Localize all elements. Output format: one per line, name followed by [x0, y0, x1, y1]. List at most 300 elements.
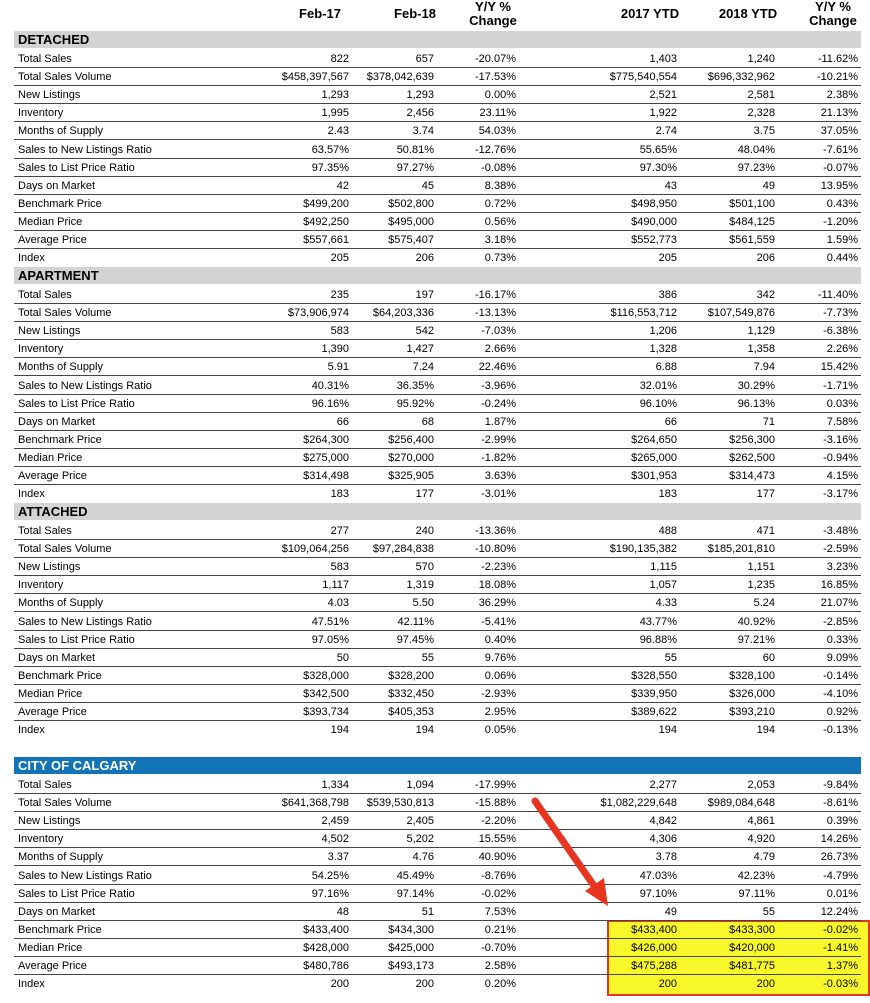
- feb-18-value: 1,094: [406, 779, 434, 791]
- feb-17-value: 42: [336, 179, 349, 192]
- ytd-change-value: -2.59%: [823, 543, 858, 556]
- feb-18-value: 1,319: [406, 579, 434, 592]
- ytd-2017-value: 96.10%: [639, 397, 677, 410]
- ytd-change-value: 14.26%: [820, 833, 858, 846]
- month-change-value: -13.36%: [475, 525, 516, 537]
- metric-label: Benchmark Price: [18, 433, 102, 446]
- metric-label: Median Price: [18, 687, 83, 700]
- ytd-2017-value: 47.03%: [639, 869, 677, 882]
- feb-18-value: 55: [421, 651, 434, 664]
- metric-label: Days on Market: [18, 179, 96, 192]
- ytd-change-value: -9.84%: [823, 779, 858, 791]
- feb-17-value: 4,502: [321, 833, 349, 846]
- ytd-2017-value: 55.65%: [639, 143, 677, 156]
- feb-18-value: 95.92%: [396, 397, 434, 410]
- feb-18-value: 177: [415, 488, 434, 501]
- col-yy-label: Y/Y %: [475, 0, 511, 14]
- feb-17-value: $73,906,974: [287, 307, 349, 320]
- metric-label: Average Price: [18, 234, 87, 246]
- month-change-value: -0.70%: [481, 941, 516, 954]
- ytd-2018-value: $185,201,810: [707, 543, 775, 556]
- month-change-value: 40.90%: [478, 851, 516, 864]
- month-change-value: -3.01%: [481, 488, 516, 501]
- ytd-2018-value: 2,581: [747, 89, 775, 102]
- feb-17-value: 50: [336, 651, 349, 664]
- feb-17-value: 2,459: [321, 815, 349, 828]
- ytd-change-value: 9.09%: [826, 651, 858, 664]
- feb-18-value: 42.11%: [397, 615, 434, 628]
- ytd-change-value: -7.61%: [823, 143, 858, 156]
- ytd-2017-value: $426,000: [631, 941, 677, 954]
- feb-17-value: $109,064,256: [281, 543, 349, 556]
- ytd-2018-value: 471: [756, 525, 775, 537]
- feb-17-value: 1,334: [321, 779, 349, 791]
- ytd-2018-value: 40.92%: [737, 615, 775, 628]
- ytd-2018-value: 177: [756, 488, 775, 501]
- month-change-value: -0.02%: [481, 887, 516, 900]
- ytd-change-value: 0.33%: [826, 633, 858, 646]
- ytd-2017-value: 488: [658, 525, 677, 537]
- ytd-change-value: -11.40%: [817, 289, 858, 301]
- month-change-value: 0.73%: [484, 252, 516, 265]
- feb-18-value: $328,200: [388, 669, 434, 682]
- ytd-2017-value: $116,553,712: [610, 307, 677, 320]
- section-header: ATTACHED: [14, 503, 861, 520]
- metric-label: Sales to List Price Ratio: [18, 887, 135, 900]
- ytd-2017-value: 4,306: [649, 833, 677, 846]
- metric-label: Index: [18, 488, 45, 501]
- metric-label: Sales to New Listings Ratio: [18, 379, 152, 392]
- ytd-change-value: -3.16%: [823, 433, 858, 446]
- ytd-change-value: -3.17%: [823, 488, 858, 501]
- metric-label: Months of Supply: [18, 125, 103, 138]
- ytd-2017-value: 1,328: [649, 343, 677, 356]
- ytd-2017-value: $490,000: [631, 215, 677, 228]
- ytd-change-value: 16.85%: [820, 579, 858, 592]
- metric-label: Average Price: [18, 706, 87, 718]
- ytd-2018-value: $107,549,876: [707, 307, 775, 320]
- feb-17-value: 583: [330, 561, 349, 574]
- col-change-label: Change: [469, 13, 517, 28]
- ytd-2018-value: 342: [756, 289, 775, 301]
- col-change-label-ytd: Change: [809, 13, 857, 28]
- feb-18-value: $64,203,336: [372, 307, 434, 320]
- ytd-2018-value: $326,000: [729, 687, 775, 700]
- feb-18-value: $97,284,838: [372, 543, 434, 556]
- ytd-change-value: 2.26%: [826, 343, 858, 356]
- feb-18-value: $425,000: [388, 941, 434, 954]
- feb-18-value: 240: [415, 525, 434, 537]
- month-change-value: -7.03%: [481, 325, 516, 338]
- feb-18-value: $325,905: [388, 470, 434, 482]
- feb-18-value: 97.14%: [396, 887, 434, 900]
- ytd-2017-value: 97.10%: [639, 887, 677, 900]
- metric-label: Index: [18, 724, 45, 737]
- metric-label: Inventory: [18, 343, 64, 356]
- feb-17-value: 3.37: [327, 851, 349, 864]
- ytd-change-value: -6.38%: [823, 325, 858, 338]
- ytd-2018-value: $433,300: [729, 923, 775, 936]
- ytd-change-value: 3.23%: [826, 561, 858, 574]
- ytd-change-value: 21.07%: [820, 597, 858, 610]
- month-change-value: 3.63%: [484, 470, 516, 482]
- ytd-2017-value: 97.30%: [639, 161, 677, 174]
- ytd-2018-value: $481,775: [729, 960, 775, 972]
- ytd-2017-value: 1,403: [649, 53, 677, 65]
- ytd-2018-value: 48.04%: [737, 143, 775, 156]
- ytd-change-value: -4.10%: [823, 687, 858, 700]
- feb-18-value: 5,202: [406, 833, 434, 846]
- metric-label: Inventory: [18, 579, 64, 592]
- feb-17-value: $328,000: [303, 669, 349, 682]
- metric-label: Total Sales: [18, 779, 72, 791]
- metric-label: Months of Supply: [18, 851, 103, 864]
- month-change-value: 3.18%: [484, 234, 516, 246]
- ytd-2017-value: 2.74: [655, 125, 677, 138]
- ytd-change-value: -0.13%: [823, 724, 858, 737]
- ytd-change-value: -3.48%: [823, 525, 858, 537]
- metric-label: Median Price: [18, 941, 83, 954]
- feb-17-value: 66: [336, 415, 349, 428]
- feb-17-value: 1,390: [321, 343, 349, 356]
- feb-17-value: 97.35%: [311, 161, 349, 174]
- ytd-2018-value: 194: [756, 724, 775, 737]
- ytd-2018-value: 200: [756, 978, 775, 991]
- feb-17-value: $480,786: [303, 960, 349, 972]
- ytd-2017-value: $264,650: [631, 433, 677, 446]
- feb-17-value: 96.16%: [311, 397, 349, 410]
- ytd-2018-value: 1,129: [747, 325, 775, 338]
- metric-label: Median Price: [18, 215, 83, 228]
- ytd-change-value: -10.21%: [817, 71, 858, 84]
- month-change-value: 2.66%: [484, 343, 516, 356]
- feb-17-value: 5.91: [327, 361, 349, 374]
- ytd-2018-value: 4.79: [753, 851, 775, 864]
- ytd-change-value: -1.41%: [823, 941, 858, 954]
- feb-17-value: $264,300: [303, 433, 349, 446]
- ytd-2018-value: 30.29%: [737, 379, 775, 392]
- ytd-change-value: -2.85%: [823, 615, 858, 628]
- ytd-change-value: 37.05%: [820, 125, 858, 138]
- month-change-value: 8.38%: [484, 179, 516, 192]
- feb-17-value: 97.16%: [311, 887, 349, 900]
- metric-label: Average Price: [18, 960, 87, 972]
- feb-18-value: $434,300: [388, 923, 434, 936]
- feb-18-value: 1,427: [406, 343, 434, 356]
- feb-18-value: 1,293: [406, 89, 434, 102]
- feb-18-value: $332,450: [388, 687, 434, 700]
- month-change-value: 23.11%: [479, 107, 516, 120]
- ytd-change-value: 0.39%: [826, 815, 858, 828]
- metric-label: New Listings: [18, 815, 81, 828]
- ytd-2017-value: $301,953: [631, 470, 677, 482]
- feb-18-value: 206: [415, 252, 434, 265]
- feb-18-value: 3.74: [412, 125, 434, 138]
- ytd-2018-value: 55: [762, 905, 775, 918]
- col-yy-label-ytd: Y/Y %: [815, 0, 851, 14]
- ytd-2018-value: $989,084,648: [707, 797, 775, 810]
- feb-17-value: $314,498: [303, 470, 349, 482]
- ytd-2018-value: 4,861: [747, 815, 775, 828]
- ytd-2017-value: 1,115: [650, 561, 677, 574]
- ytd-2017-value: 1,057: [649, 579, 677, 592]
- feb-18-value: 657: [415, 53, 434, 65]
- metric-label: Sales to New Listings Ratio: [18, 615, 152, 628]
- feb-18-value: 36.35%: [396, 379, 434, 392]
- ytd-2017-value: $775,540,554: [609, 71, 677, 84]
- ytd-2017-value: $389,622: [631, 706, 677, 718]
- feb-18-value: $493,173: [388, 960, 434, 972]
- ytd-2017-value: $1,082,229,648: [600, 797, 677, 810]
- month-change-value: 9.76%: [484, 651, 516, 664]
- feb-17-value: $492,250: [303, 215, 349, 228]
- ytd-2018-value: 7.94: [753, 361, 775, 374]
- ytd-change-value: 2.38%: [826, 89, 858, 102]
- ytd-2017-value: 96.88%: [639, 633, 677, 646]
- metric-label: Total Sales: [18, 525, 72, 537]
- feb-17-value: 63.57%: [311, 143, 349, 156]
- ytd-change-value: 0.92%: [826, 706, 858, 718]
- feb-18-value: 45: [421, 179, 434, 192]
- month-change-value: 0.20%: [484, 978, 516, 991]
- ytd-2017-value: $265,000: [631, 451, 677, 464]
- month-change-value: -2.93%: [481, 687, 516, 700]
- ytd-2018-value: 2,053: [747, 779, 775, 791]
- ytd-2017-value: $552,773: [631, 234, 677, 246]
- ytd-2017-value: 6.88: [655, 361, 677, 374]
- col-2018-ytd: 2018 YTD: [718, 6, 778, 21]
- ytd-2017-value: 2,277: [649, 779, 677, 791]
- metric-label: Months of Supply: [18, 361, 103, 374]
- month-change-value: 0.00%: [484, 89, 516, 102]
- ytd-2018-value: 1,151: [747, 561, 775, 574]
- metric-label: Months of Supply: [18, 597, 103, 610]
- feb-18-value: 97.45%: [396, 633, 434, 646]
- month-change-value: 54.03%: [478, 125, 516, 138]
- ytd-2018-value: 71: [762, 415, 775, 428]
- metric-label: Total Sales Volume: [18, 543, 112, 556]
- feb-17-value: $641,368,798: [281, 797, 349, 810]
- feb-18-value: $539,530,813: [366, 797, 434, 810]
- metric-label: Days on Market: [18, 415, 96, 428]
- ytd-change-value: -7.73%: [823, 307, 858, 320]
- month-change-value: -3.96%: [481, 379, 516, 392]
- feb-18-value: $405,353: [388, 706, 434, 718]
- ytd-2018-value: $256,300: [729, 433, 775, 446]
- month-change-value: 2.58%: [484, 960, 516, 972]
- feb-18-value: 4.76: [412, 851, 434, 864]
- ytd-change-value: 0.03%: [826, 397, 858, 410]
- feb-18-value: 194: [415, 724, 434, 737]
- month-change-value: -2.99%: [481, 433, 516, 446]
- feb-17-value: 1,995: [321, 107, 349, 120]
- feb-18-value: 50.81%: [396, 143, 434, 156]
- feb-17-value: 583: [330, 325, 349, 338]
- ytd-2017-value: $433,400: [631, 923, 677, 936]
- feb-18-value: 45.49%: [396, 869, 434, 882]
- feb-17-value: 1,117: [322, 579, 349, 592]
- metric-label: Total Sales: [18, 53, 72, 65]
- feb-17-value: 205: [330, 252, 349, 265]
- month-change-value: 15.55%: [478, 833, 516, 846]
- ytd-2017-value: $190,135,382: [609, 543, 677, 556]
- ytd-change-value: 12.24%: [820, 905, 858, 918]
- ytd-2017-value: 386: [658, 289, 677, 301]
- ytd-change-value: 0.01%: [826, 887, 858, 900]
- ytd-2018-value: 97.11%: [738, 887, 775, 900]
- ytd-change-value: 15.42%: [820, 361, 858, 374]
- ytd-change-value: -0.07%: [823, 161, 858, 174]
- feb-17-value: 97.05%: [311, 633, 349, 646]
- month-change-value: -1.82%: [481, 451, 516, 464]
- feb-18-value: 2,405: [406, 815, 434, 828]
- feb-17-value: 40.31%: [311, 379, 349, 392]
- month-change-value: 0.05%: [484, 724, 516, 737]
- month-change-value: -0.08%: [481, 161, 516, 174]
- month-change-value: -13.13%: [475, 307, 516, 320]
- feb-17-value: 2.43: [327, 125, 349, 138]
- ytd-2017-value: 32.01%: [639, 379, 677, 392]
- ytd-2018-value: $484,125: [729, 215, 775, 228]
- month-change-value: -15.88%: [475, 797, 516, 810]
- feb-17-value: 48: [336, 905, 349, 918]
- feb-18-value: 68: [421, 415, 434, 428]
- feb-18-value: 51: [421, 905, 434, 918]
- ytd-change-value: -11.62%: [817, 53, 858, 65]
- month-change-value: 0.21%: [484, 923, 516, 936]
- ytd-change-value: 0.43%: [826, 197, 858, 210]
- month-change-value: -8.76%: [481, 869, 516, 882]
- col-feb-18: Feb-18: [394, 6, 436, 21]
- ytd-2018-value: 96.13%: [737, 397, 775, 410]
- ytd-2018-value: 5.24: [753, 597, 775, 610]
- ytd-2018-value: 3.75: [753, 125, 775, 138]
- ytd-2017-value: 1,206: [649, 325, 677, 338]
- feb-17-value: $499,200: [303, 197, 349, 210]
- ytd-change-value: 0.44%: [826, 252, 858, 265]
- feb-17-value: $275,000: [303, 451, 349, 464]
- ytd-change-value: -0.02%: [823, 923, 858, 936]
- section-header: CITY OF CALGARY: [14, 757, 861, 774]
- ytd-2017-value: 200: [658, 978, 677, 991]
- month-change-value: 0.40%: [484, 633, 516, 646]
- feb-17-value: 200: [330, 978, 349, 991]
- month-change-value: -16.17%: [475, 289, 516, 301]
- month-change-value: 0.56%: [484, 215, 516, 228]
- feb-17-value: 194: [330, 724, 349, 737]
- feb-17-value: $393,734: [303, 706, 349, 718]
- metric-label: Inventory: [18, 107, 64, 120]
- ytd-2017-value: 194: [658, 724, 677, 737]
- ytd-change-value: -0.03%: [823, 978, 858, 991]
- feb-18-value: 97.27%: [396, 161, 434, 174]
- metric-label: Sales to List Price Ratio: [18, 397, 135, 410]
- feb-17-value: 54.25%: [311, 869, 349, 882]
- ytd-2018-value: 4,920: [747, 833, 775, 846]
- col-2017-ytd: 2017 YTD: [620, 6, 680, 21]
- feb-17-value: 47.51%: [311, 615, 349, 628]
- ytd-change-value: -8.61%: [823, 797, 858, 810]
- col-feb-17: Feb-17: [299, 6, 341, 21]
- month-change-value: 1.87%: [484, 415, 516, 428]
- ytd-2018-value: $696,332,962: [707, 71, 775, 84]
- ytd-2017-value: 205: [658, 252, 677, 265]
- month-change-value: 7.53%: [484, 905, 516, 918]
- month-change-value: -0.24%: [481, 397, 516, 410]
- ytd-change-value: -4.79%: [823, 869, 858, 882]
- metric-label: Median Price: [18, 451, 83, 464]
- ytd-2017-value: $498,950: [631, 197, 677, 210]
- month-change-value: 22.46%: [478, 361, 516, 374]
- month-change-value: -5.41%: [481, 615, 516, 628]
- ytd-change-value: 26.73%: [820, 851, 858, 864]
- month-change-value: 0.06%: [484, 669, 516, 682]
- ytd-2018-value: $314,473: [729, 470, 775, 482]
- metric-label: Sales to List Price Ratio: [18, 633, 135, 646]
- ytd-2017-value: $328,550: [631, 669, 677, 682]
- ytd-2018-value: $328,100: [729, 669, 775, 682]
- feb-18-value: $270,000: [388, 451, 434, 464]
- ytd-change-value: -0.94%: [823, 451, 858, 464]
- ytd-2017-value: 66: [664, 415, 677, 428]
- metric-label: Total Sales Volume: [18, 307, 112, 320]
- feb-18-value: 197: [415, 289, 434, 301]
- feb-18-value: 5.50: [412, 597, 434, 610]
- ytd-2017-value: 43: [664, 179, 677, 192]
- ytd-change-value: 1.37%: [826, 960, 858, 972]
- feb-18-value: $495,000: [388, 215, 434, 228]
- ytd-2017-value: 4,842: [649, 815, 677, 828]
- feb-17-value: $428,000: [303, 941, 349, 954]
- feb-18-value: $502,800: [388, 197, 434, 210]
- ytd-2017-value: 49: [664, 905, 677, 918]
- feb-17-value: $557,661: [303, 234, 349, 246]
- ytd-2018-value: $561,559: [729, 234, 775, 246]
- month-change-value: 0.72%: [484, 197, 516, 210]
- month-change-value: 18.08%: [478, 579, 516, 592]
- ytd-2017-value: 183: [658, 488, 677, 501]
- ytd-2018-value: 42.23%: [737, 869, 775, 882]
- ytd-change-value: 4.15%: [826, 470, 858, 482]
- section-header: APARTMENT: [14, 267, 861, 284]
- ytd-change-value: 7.58%: [826, 415, 858, 428]
- feb-17-value: $433,400: [303, 923, 349, 936]
- metric-label: Days on Market: [18, 651, 96, 664]
- month-change-value: -2.20%: [481, 815, 516, 828]
- ytd-2018-value: 97.23%: [737, 161, 775, 174]
- ytd-2018-value: 1,358: [747, 343, 775, 356]
- ytd-change-value: 1.59%: [826, 234, 858, 246]
- ytd-2017-value: 4.33: [655, 597, 677, 610]
- feb-17-value: 235: [330, 289, 349, 301]
- feb-17-value: 822: [330, 53, 349, 65]
- month-change-value: -12.76%: [475, 143, 516, 156]
- ytd-2018-value: 1,240: [747, 53, 775, 65]
- feb-18-value: 570: [415, 561, 434, 574]
- ytd-2018-value: $420,000: [729, 941, 775, 954]
- metric-label: Index: [18, 252, 45, 265]
- metric-label: Total Sales Volume: [18, 71, 112, 84]
- ytd-2018-value: 2,328: [747, 107, 775, 120]
- month-change-value: -10.80%: [475, 543, 516, 556]
- feb-18-value: $378,042,639: [366, 71, 434, 84]
- feb-17-value: 1,293: [321, 89, 349, 102]
- metric-label: Index: [18, 978, 45, 991]
- metric-label: Sales to New Listings Ratio: [18, 143, 152, 156]
- metric-label: Benchmark Price: [18, 197, 102, 210]
- ytd-2018-value: 97.21%: [737, 633, 775, 646]
- feb-17-value: $458,397,567: [281, 71, 349, 84]
